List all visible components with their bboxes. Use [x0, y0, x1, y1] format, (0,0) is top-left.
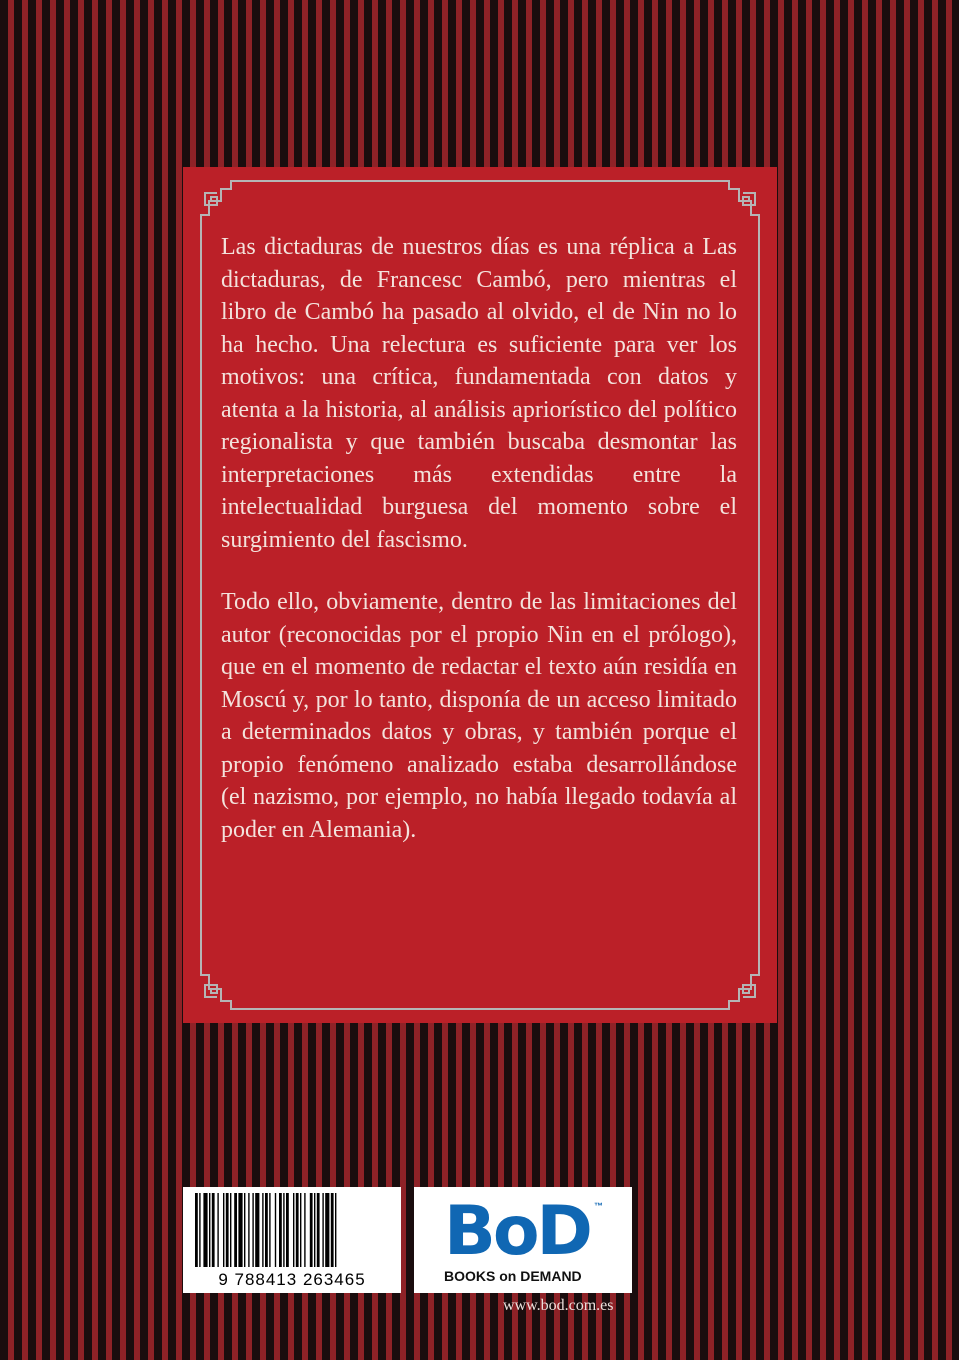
- barcode-bar: [230, 1193, 231, 1267]
- back-cover-panel: [183, 167, 777, 1023]
- isbn-number: 9 788413 263465: [218, 1270, 366, 1289]
- barcode-bar: [325, 1193, 329, 1267]
- blurb-paragraph-2: Todo ello, obviamente, dentro de las limitaciones del autor (reconocidas por el propio Nin en el prólogo), que en el momento de redactar el texto aún residía en Moscú y, por lo tanto, disponía de un acceso limitado a determinados datos y obras, y también porque el propio fenómeno analizado estaba desarrollándose (el nazismo, por ejemplo, no había llegado todavía al poder en Alemania).: [221, 589, 737, 843]
- barcode-bar: [283, 1193, 284, 1267]
- back-cover-blurb: [221, 231, 737, 876]
- barcode-bar: [209, 1193, 210, 1267]
- barcode-bar: [199, 1193, 200, 1267]
- isbn-barcode: [183, 1187, 401, 1293]
- barcode-bar: [212, 1193, 215, 1267]
- barcode-bar: [296, 1193, 299, 1267]
- barcode-bars: [183, 1187, 401, 1273]
- bod-logo-letters: BoD: [444, 1192, 590, 1271]
- barcode-bar: [275, 1193, 276, 1267]
- bod-tagline: BOOKS on DEMAND: [444, 1268, 582, 1284]
- barcode-bar: [279, 1193, 282, 1267]
- barcode-bar: [203, 1193, 207, 1267]
- barcode-bar: [286, 1193, 289, 1267]
- barcode-bar: [293, 1193, 294, 1267]
- barcode-bar: [248, 1193, 249, 1267]
- barcode-bar: [314, 1193, 315, 1267]
- barcode-bar: [234, 1193, 237, 1267]
- barcode-bar: [195, 1193, 198, 1267]
- barcode-bar: [331, 1193, 334, 1267]
- barcode-bar: [265, 1193, 268, 1267]
- barcode-bar: [310, 1193, 313, 1267]
- barcode-bar: [244, 1193, 245, 1267]
- barcode-bar: [269, 1193, 270, 1267]
- barcode-bar: [223, 1193, 224, 1267]
- barcode-bar: [226, 1193, 229, 1267]
- barcode-bar: [304, 1193, 305, 1267]
- barcode-bar: [262, 1193, 263, 1267]
- barcode-bar: [300, 1193, 301, 1267]
- barcode-bar: [255, 1193, 259, 1267]
- trademark-symbol: ™: [594, 1201, 603, 1211]
- barcode-bar: [335, 1193, 336, 1267]
- barcode-bar: [252, 1193, 253, 1267]
- publisher-website: www.bod.com.es: [503, 1297, 614, 1314]
- barcode-bar: [317, 1193, 320, 1267]
- barcode-bar: [238, 1193, 242, 1267]
- blurb-paragraph-1: Las dictaduras de nuestros días es una réplica a Las dictaduras, de Francesc Cambó, pero mientras el libro de Cambó ha pasado al olvido, el de Nin no lo ha hecho. Una relectura es suficiente para ver los motivos: una crítica, fundamentada con datos y atenta a la historia, al análisis apriorístico del político regionalista y que también buscaba desmontar las interpretaciones más extendidas entre la intelectualidad burguesa del momento sobre el surgimiento del fascismo.: [221, 234, 737, 553]
- bod-logo: [414, 1187, 632, 1293]
- barcode-bar: [322, 1193, 323, 1267]
- barcode-bar: [217, 1193, 218, 1267]
